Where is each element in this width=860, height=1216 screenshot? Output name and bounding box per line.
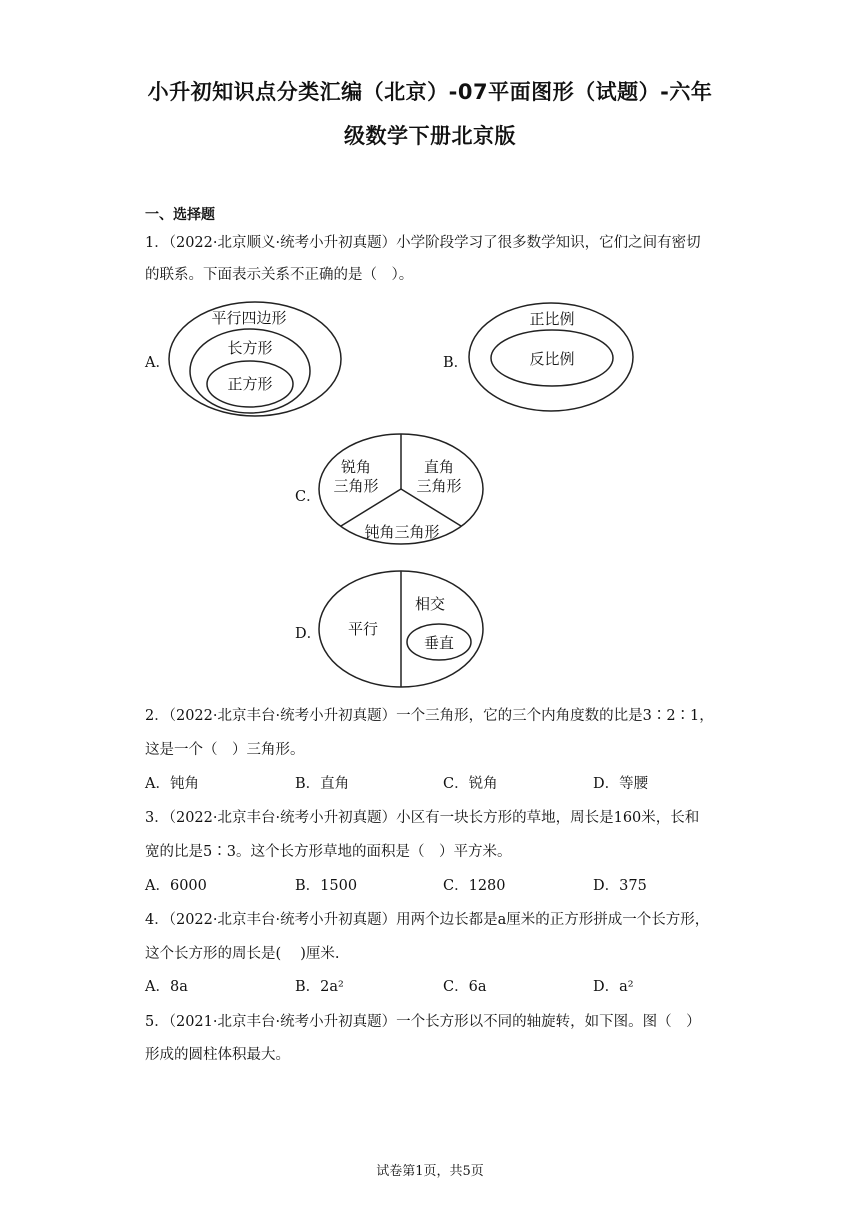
q5-text-line-2: 形成的圆柱体积最大。 (145, 1047, 290, 1063)
q1-option-d-label: D． (295, 626, 322, 642)
q3-text-line-1: 3．（2022·北京丰台·统考小升初真题）小区有一块长方形的草地，周长是160米，长和 (145, 810, 700, 826)
q2-text-line-1: 2．（2022·北京丰台·统考小升初真题）一个三角形，它的三个内角度数的比是3∶2∶1， (145, 708, 714, 724)
label-direct-proportion: 正比例 (529, 310, 575, 328)
q3-option-d[interactable]: D．375 (593, 878, 647, 894)
q1-text-line-2: 的联系。下面表示关系不正确的是（ ）。 (145, 267, 414, 283)
q3-option-a[interactable]: A．6000 (145, 878, 207, 894)
document-title-line-2: 级数学下册北京版 (344, 124, 516, 148)
q3-option-c[interactable]: C．1280 (443, 878, 506, 894)
q1-option-b-label: B． (443, 355, 469, 371)
label-parallel: 平行 (347, 620, 379, 638)
label-parallelogram: 平行四边形 (211, 309, 287, 327)
q1-text-line-1: 1．（2022·北京顺义·统考小升初真题）小学阶段学习了很多数学知识，它们之间有密切 (145, 235, 701, 251)
q2-text-line-2: 这是一个（ ）三角形。 (145, 742, 305, 758)
q5-text-line-1: 5．（2021·北京丰台·统考小升初真题）一个长方形以不同的轴旋转，如下图。图（ ） (145, 1014, 701, 1030)
q2-option-c[interactable]: C．锐角 (443, 776, 498, 792)
label-intersect: 相交 (414, 595, 446, 613)
label-rectangle: 长方形 (227, 339, 273, 357)
q2-option-b[interactable]: B．直角 (295, 776, 350, 792)
q2-option-a[interactable]: A．钝角 (145, 776, 199, 792)
label-acute-2: 三角形 (333, 477, 379, 495)
label-right-1: 直角 (423, 458, 455, 476)
q4-text-line-2: 这个长方形的周长是( )厘米. (145, 946, 340, 962)
section-heading: 一、选择题 (145, 207, 215, 223)
label-perpendicular: 垂直 (423, 634, 455, 652)
q4-option-c[interactable]: C．6a (443, 979, 487, 995)
q1-diagram-c (316, 431, 486, 549)
label-square: 正方形 (227, 375, 273, 393)
q3-text-line-2: 宽的比是5∶3。这个长方形草地的面积是（ ）平方米。 (145, 844, 512, 860)
q4-option-b[interactable]: B．2a² (295, 979, 344, 995)
q3-option-b[interactable]: B．1500 (295, 878, 358, 894)
q4-option-d[interactable]: D．a² (593, 979, 634, 995)
q1-option-c-label: C． (295, 489, 321, 505)
label-obtuse: 钝角三角形 (364, 523, 440, 541)
label-acute-1: 锐角 (340, 458, 372, 476)
document-title-line-1: 小升初知识点分类汇编（北京）-07平面图形（试题）-六年 (147, 80, 713, 104)
page-footer: 试卷第1页，共5页 (376, 1164, 484, 1179)
q1-option-a-label: A． (145, 355, 170, 371)
q4-option-a[interactable]: A．8a (145, 979, 188, 995)
q1-diagram-b (466, 300, 636, 416)
q1-diagram-a (166, 298, 344, 420)
q1-diagram-d (316, 567, 486, 691)
q2-option-d[interactable]: D．等腰 (593, 776, 649, 792)
q4-text-line-1: 4．（2022·北京丰台·统考小升初真题）用两个边长都是a厘米的正方形拼成一个长方形， (145, 912, 710, 928)
label-right-2: 三角形 (416, 477, 462, 495)
label-inverse-proportion: 反比例 (529, 350, 575, 368)
